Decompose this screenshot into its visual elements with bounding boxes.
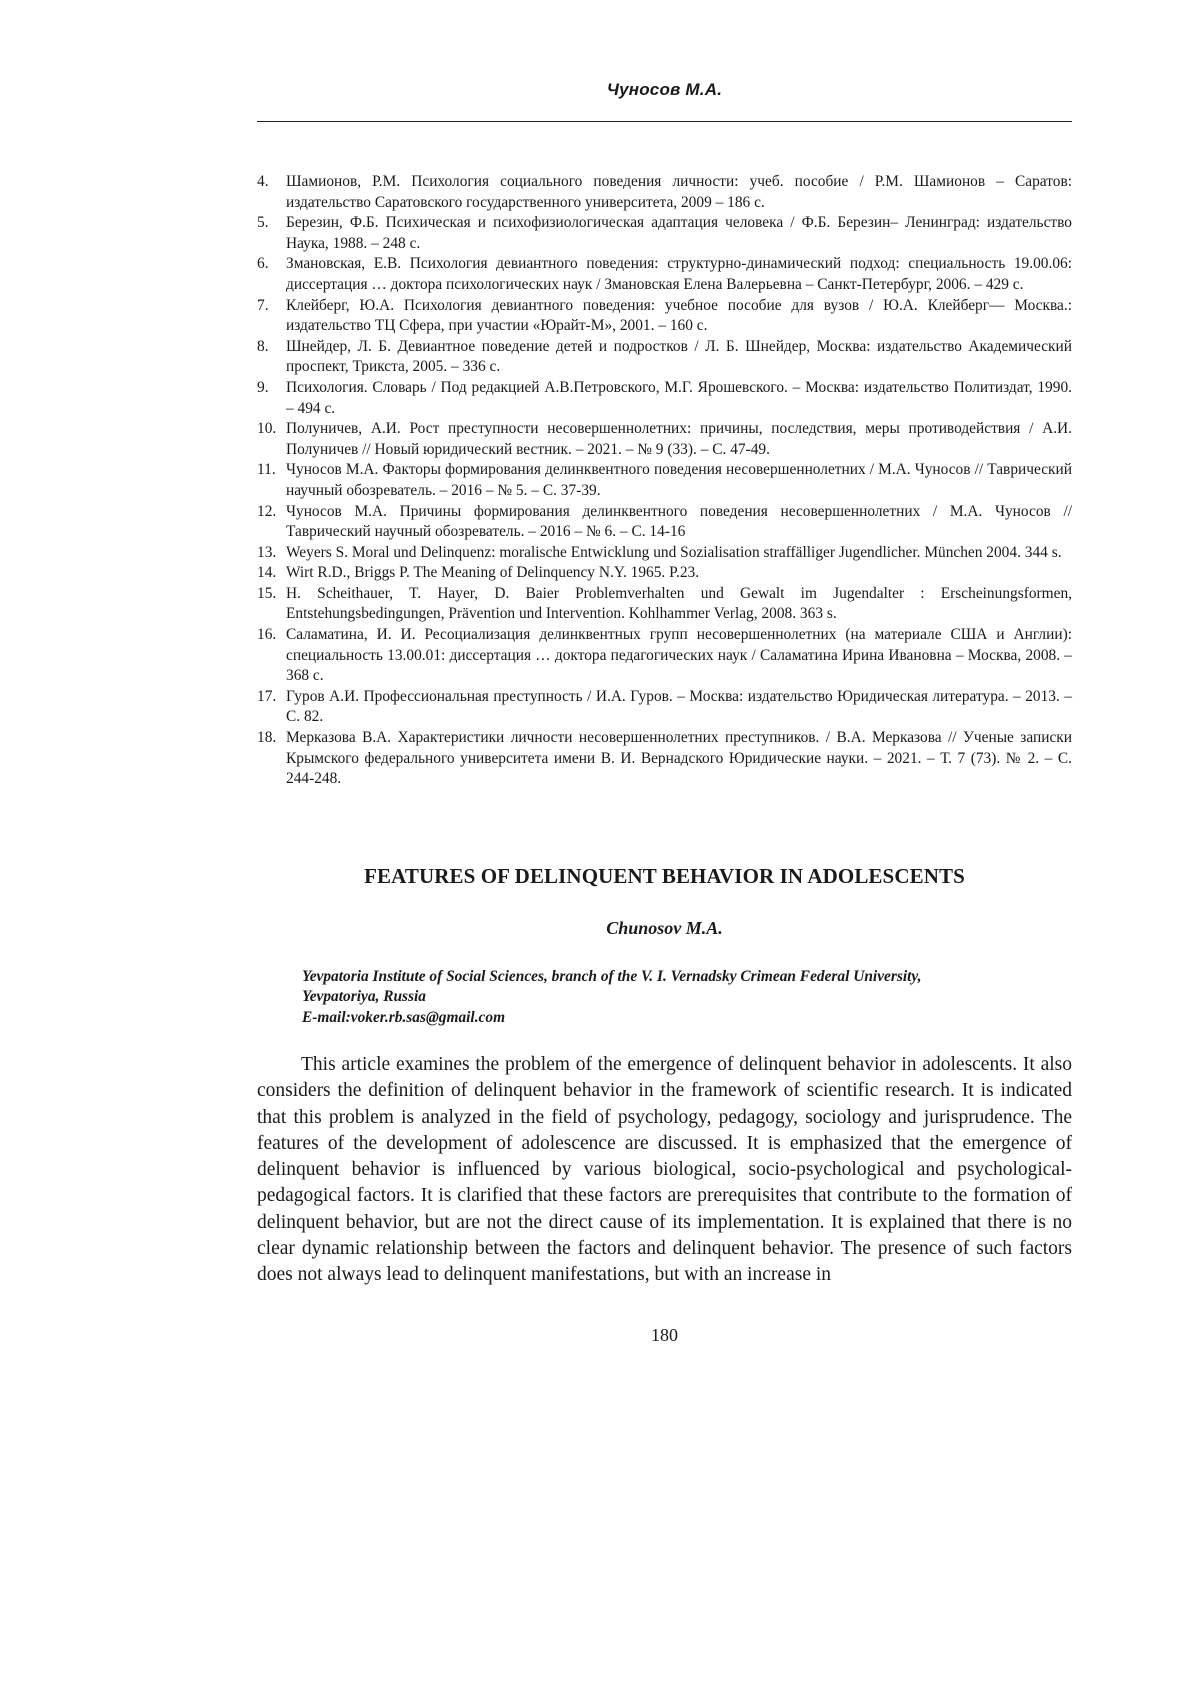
- reference-number: 16.: [257, 625, 276, 646]
- reference-number: 17.: [257, 687, 276, 708]
- reference-number: 12.: [257, 502, 276, 523]
- reference-item: [257, 213, 1072, 254]
- reference-number: 10.: [257, 419, 276, 440]
- reference-item: [257, 337, 1072, 378]
- reference-number: 6.: [257, 254, 269, 275]
- reference-text: Гуров А.И. Профессиональная преступность / И.А. Гуров. – Москва: издательство Юридическая литература. – 2013. – С. 82.: [286, 688, 1072, 726]
- author-email: E-mail:voker.rb.sas@gmail.com: [302, 1008, 1072, 1028]
- reference-item: [257, 563, 1072, 584]
- reference-number: 15.: [257, 584, 276, 605]
- reference-text: Полуничев, А.И. Рост преступности несовершеннолетних: причины, последствия, меры противодействия / А.И. Полуничев // Новый юридический вестник. – 2021. – № 9 (33). – С. 47-49.: [286, 420, 1072, 458]
- reference-item: [257, 543, 1072, 564]
- reference-text: Weyers S. Moral und Delinquenz: moralische Entwicklung und Sozialisation straffälliger Jugendlicher. München 2004. 344 s.: [286, 544, 1062, 561]
- reference-text: Змановская, Е.В. Психология девиантного поведения: структурно-динамический подход: специальность 19.00.06: диссертация … доктора психологических наук / Змановская Елена Валерьевна – Санкт-Петербург, 2006. – 429 с.: [286, 255, 1072, 293]
- reference-number: 18.: [257, 728, 276, 749]
- reference-list: [257, 172, 1072, 790]
- reference-item: [257, 687, 1072, 728]
- reference-item: [257, 296, 1072, 337]
- reference-number: 11.: [257, 460, 276, 481]
- reference-number: 8.: [257, 337, 269, 358]
- reference-item: [257, 378, 1072, 419]
- affiliation-line: Yevpatoriya, Russia: [302, 987, 1072, 1007]
- reference-text: Клейберг, Ю.А. Психология девиантного поведения: учебное пособие для вузов / Ю.А. Клейберг— Москва.: издательство ТЦ Сфера, при участии «Юрайт-М», 2001. – 160 с.: [286, 297, 1072, 335]
- article-title: FEATURES OF DELINQUENT BEHAVIOR IN ADOLESCENTS: [257, 864, 1072, 889]
- reference-item: [257, 584, 1072, 625]
- reference-text: Wirt R.D., Briggs P. The Meaning of Delinquency N.Y. 1965. P.23.: [286, 564, 699, 581]
- affiliation-line: Yevpatoria Institute of Social Sciences, branch of the V. I. Vernadsky Crimean Federal University,: [302, 967, 1072, 987]
- running-header: Чуносов М.А.: [257, 80, 1072, 100]
- reference-number: 9.: [257, 378, 269, 399]
- reference-text: Чуносов М.А. Факторы формирования делинквентного поведения несовершеннолетних / М.А. Чуносов // Таврический научный обозреватель. – 2016 – № 5. – С. 37-39.: [286, 461, 1072, 499]
- reference-item: [257, 254, 1072, 295]
- header-divider: [257, 121, 1072, 122]
- reference-text: Березин, Ф.Б. Психическая и психофизиологическая адаптация человека / Ф.Б. Березин– Ленинград: издательство Наука, 1988. – 248 с.: [286, 214, 1072, 252]
- abstract-paragraph: This article examines the problem of the emergence of delinquent behavior in adolescents. It also considers the definition of delinquent behavior in the framework of scientific research. It is indicated that this problem is analyzed in the field of psychology, pedagogy, sociology and jurisprudence. The features of the development of adolescence are discussed. It is emphasized that the emergence of delinquent behavior is influenced by various biological, socio-psychological and psychological-pedagogical factors. It is clarified that these factors are prerequisites that contribute to the formation of delinquent behavior, but are not the direct cause of its implementation. It is explained that there is no clear dynamic relationship between the factors and delinquent behavior. The presence of such factors does not always lead to delinquent manifestations, but with an increase in: [257, 1052, 1072, 1289]
- reference-text: Шнейдер, Л. Б. Девиантное поведение детей и подростков / Л. Б. Шнейдер, Москва: издательство Академический проспект, Трикста, 2005. – 336 с.: [286, 338, 1072, 376]
- reference-text: H. Scheithauer, T. Hayer, D. Baier Problemverhalten und Gewalt im Jugendalter : Erscheinungsformen, Entstehungsbedingungen, Prävention und Intervention. Kohlhammer Verlag, 2008. 363 s.: [286, 585, 1072, 623]
- article-author: Chunosov M.A.: [257, 918, 1072, 939]
- reference-item: [257, 625, 1072, 687]
- reference-number: 5.: [257, 213, 269, 234]
- reference-text: Мерказова В.А. Характеристики личности несовершеннолетних преступников. / В.А. Мерказова // Ученые записки Крымского федерального университета имени В. И. Вернадского Юридические науки. – 2021. – Т. 7 (73). № 2. – С. 244-248.: [286, 729, 1072, 787]
- reference-number: 7.: [257, 296, 269, 317]
- reference-item: [257, 728, 1072, 790]
- reference-number: 4.: [257, 172, 269, 193]
- reference-item: [257, 419, 1072, 460]
- author-affiliation: [302, 967, 1072, 1028]
- reference-item: [257, 172, 1072, 213]
- reference-text: Саламатина, И. И. Ресоциализация делинквентных групп несовершеннолетних (на материале США и Англии): специальность 13.00.01: диссертация … доктора педагогических наук / Саламатина Ирина Ивановна – Москва, 2008. – 368 с.: [286, 626, 1072, 684]
- reference-text: Чуносов М.А. Причины формирования делинквентного поведения несовершеннолетних / М.А. Чуносов // Таврический научный обозреватель. – 2016 – № 6. – С. 14-16: [286, 503, 1072, 541]
- reference-text: Шамионов, Р.М. Психология социального поведения личности: учеб. пособие / Р.М. Шамионов – Саратов: издательство Саратовского государственного университета, 2009 – 186 с.: [286, 173, 1072, 211]
- reference-number: 13.: [257, 543, 276, 564]
- reference-item: [257, 502, 1072, 543]
- reference-number: 14.: [257, 563, 276, 584]
- reference-text: Психология. Словарь / Под редакцией А.В.Петровского, М.Г. Ярошевского. – Москва: издательство Политиздат, 1990. – 494 с.: [286, 379, 1072, 417]
- reference-item: [257, 460, 1072, 501]
- page-number: 180: [257, 1325, 1072, 1346]
